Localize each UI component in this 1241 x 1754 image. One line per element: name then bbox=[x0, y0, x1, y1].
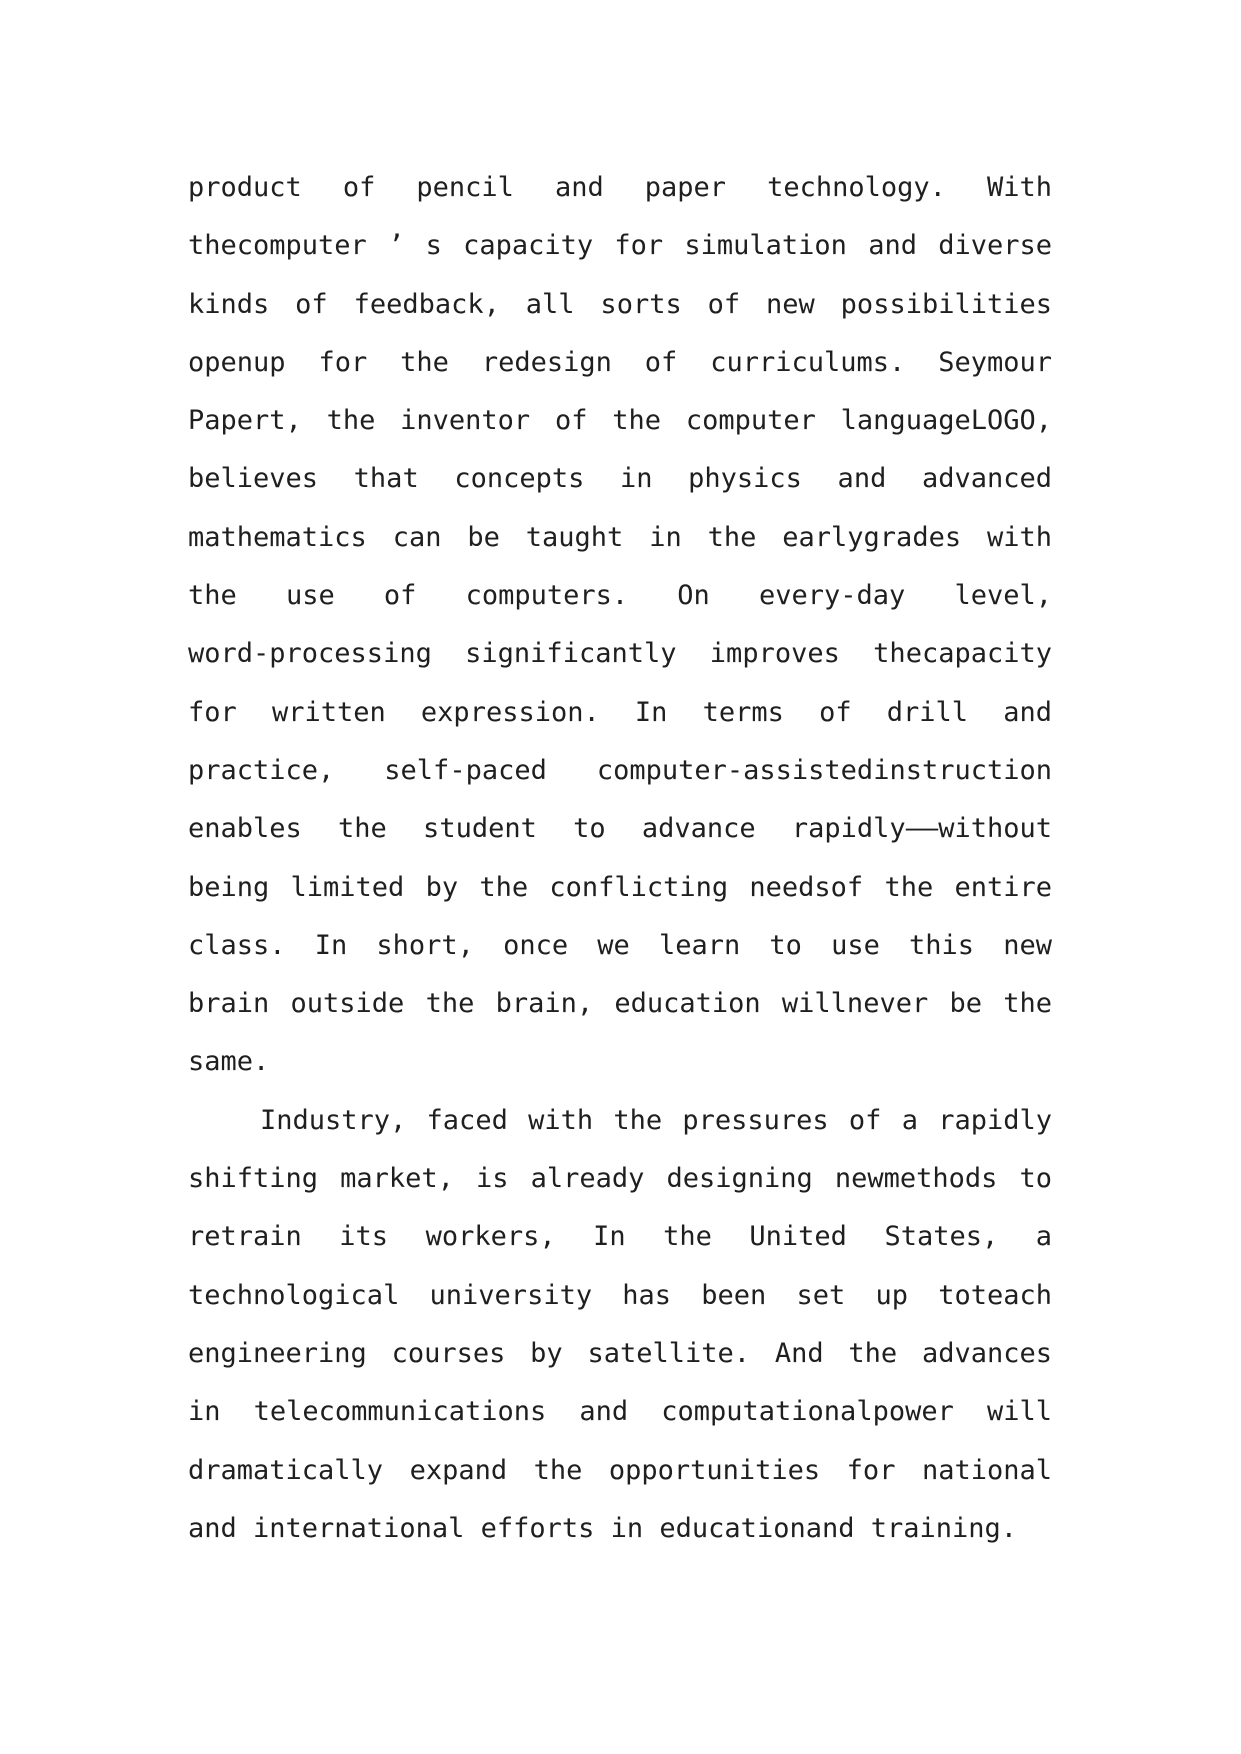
body-text bbox=[188, 159, 1052, 1558]
text-line: brain outside the brain, education willnever be the bbox=[188, 988, 1052, 1020]
text-line: same. bbox=[188, 1046, 270, 1078]
text-line: mathematics can be taught in the earlygrades with bbox=[188, 521, 1052, 553]
text-line: shifting market, is already designing newmethods to bbox=[188, 1163, 1052, 1195]
text-line: dramatically expand the opportunities for national bbox=[188, 1454, 1052, 1486]
paragraph bbox=[188, 159, 1052, 1092]
text-line: kinds of feedback, all sorts of new possibilities bbox=[188, 288, 1052, 320]
paragraph bbox=[188, 1092, 1052, 1558]
text-line: Papert, the inventor of the computer languageLOGO, bbox=[188, 405, 1052, 437]
text-line: and international efforts in educationand training. bbox=[188, 1512, 1018, 1544]
text-line: openup for the redesign of curriculums. Seymour bbox=[188, 346, 1052, 378]
text-line: retrain its workers, In the United States, a bbox=[188, 1221, 1052, 1253]
text-line: practice, self-paced computer-assistedinstruction bbox=[188, 754, 1052, 786]
text-line: Industry, faced with the pressures of a rapidly bbox=[260, 1104, 1052, 1136]
text-line: engineering courses by satellite. And the advances bbox=[188, 1337, 1052, 1369]
text-line: class. In short, once we learn to use this new bbox=[188, 929, 1052, 961]
text-line: word-processing significantly improves thecapacity bbox=[188, 638, 1052, 670]
text-line: in telecommunications and computationalpower will bbox=[188, 1396, 1052, 1428]
text-line: the use of computers. On every-day level, bbox=[188, 580, 1052, 612]
text-line: for written expression. In terms of drill and bbox=[188, 696, 1052, 728]
text-line: being limited by the conflicting needsof the entire bbox=[188, 871, 1052, 903]
text-line: enables the student to advance rapidly——without bbox=[188, 813, 1052, 845]
text-line: thecomputer ’ s capacity for simulation and diverse bbox=[188, 230, 1052, 262]
text-line: product of pencil and paper technology. With bbox=[188, 172, 1052, 203]
text-line: believes that concepts in physics and advanced bbox=[188, 463, 1052, 495]
text-line: technological university has been set up toteach bbox=[188, 1279, 1052, 1311]
